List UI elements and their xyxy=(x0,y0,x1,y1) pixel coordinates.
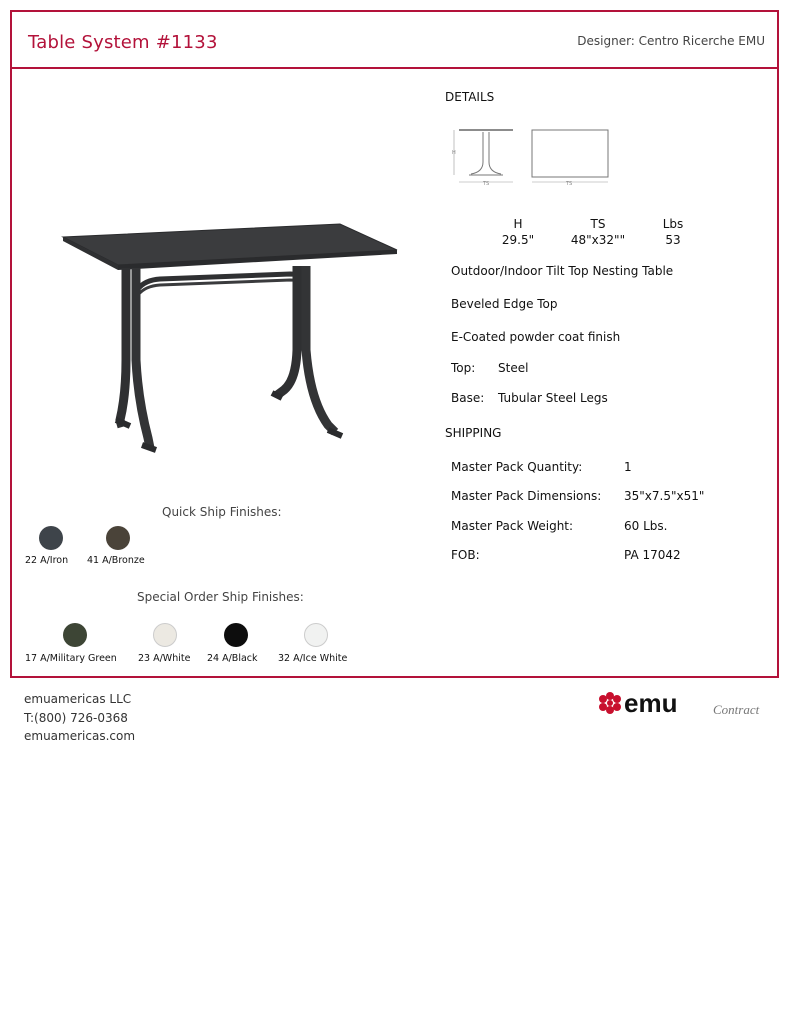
shipping-value: PA 17042 xyxy=(624,548,681,562)
material-value: Tubular Steel Legs xyxy=(498,391,608,405)
material-key: Top: xyxy=(451,361,476,375)
finish-swatch[interactable] xyxy=(63,623,87,647)
material-value: Steel xyxy=(498,361,529,375)
spec-weight xyxy=(648,216,698,248)
finish-label: 17 A/Military Green xyxy=(25,653,117,664)
designer-credit: Designer: Centro Ricerche EMU xyxy=(577,34,765,48)
dimension-drawing xyxy=(445,122,615,188)
depth-mark: TS xyxy=(483,181,490,187)
spec-value: 53 xyxy=(665,233,681,247)
phone-number: T:(800) 726-0368 xyxy=(24,711,128,725)
header-divider xyxy=(12,67,777,69)
finish-swatch[interactable] xyxy=(153,623,177,647)
logo-tagline: Contract xyxy=(713,702,760,717)
width-mark: TS xyxy=(566,181,573,187)
shipping-key: Master Pack Quantity: xyxy=(451,460,583,474)
table-product-image xyxy=(50,210,410,460)
shipping-value: 1 xyxy=(624,460,632,474)
logo-word: emu xyxy=(624,688,678,718)
height-mark: H xyxy=(452,150,456,156)
shipping-key: Master Pack Dimensions: xyxy=(451,489,602,503)
shipping-key: Master Pack Weight: xyxy=(451,519,574,533)
emu-contract-logo xyxy=(598,688,778,720)
finish-swatch[interactable] xyxy=(106,526,130,550)
spec-value: 48"x32"" xyxy=(570,233,626,247)
flower-icon xyxy=(599,692,621,714)
finish-label: 23 A/White xyxy=(138,653,191,664)
spec-label: TS xyxy=(590,217,606,231)
material-key: Base: xyxy=(451,391,485,405)
spec-label: H xyxy=(513,217,523,231)
shipping-heading: SHIPPING xyxy=(445,426,502,440)
feature-item: E-Coated powder coat finish xyxy=(451,330,621,344)
finish-label: 41 A/Bronze xyxy=(87,555,145,566)
feature-item: Outdoor/Indoor Tilt Top Nesting Table xyxy=(451,264,674,278)
shipping-value: 35"x7.5"x51" xyxy=(624,489,705,503)
page-title: Table System #1133 xyxy=(28,32,218,53)
special-order-heading: Special Order Ship Finishes: xyxy=(137,590,304,604)
shipping-key: FOB: xyxy=(451,548,480,562)
feature-item: Beveled Edge Top xyxy=(451,297,558,311)
finish-label: 24 A/Black xyxy=(207,653,258,664)
finish-swatch[interactable] xyxy=(224,623,248,647)
shipping-value: 60 Lbs. xyxy=(624,519,668,533)
spec-label: Lbs xyxy=(662,217,684,231)
finish-label: 32 A/Ice White xyxy=(278,653,348,664)
website-link[interactable]: emuamericas.com xyxy=(24,729,136,743)
finish-swatch[interactable] xyxy=(304,623,328,647)
finish-swatch[interactable] xyxy=(39,526,63,550)
spec-value: 29.5" xyxy=(501,233,535,247)
spec-top-size xyxy=(558,216,638,248)
finish-label: 22 A/Iron xyxy=(25,555,69,566)
details-heading: DETAILS xyxy=(445,90,495,104)
company-name: emuamericas LLC xyxy=(24,692,132,706)
spec-height xyxy=(490,216,546,248)
quick-ship-heading: Quick Ship Finishes: xyxy=(162,505,282,519)
